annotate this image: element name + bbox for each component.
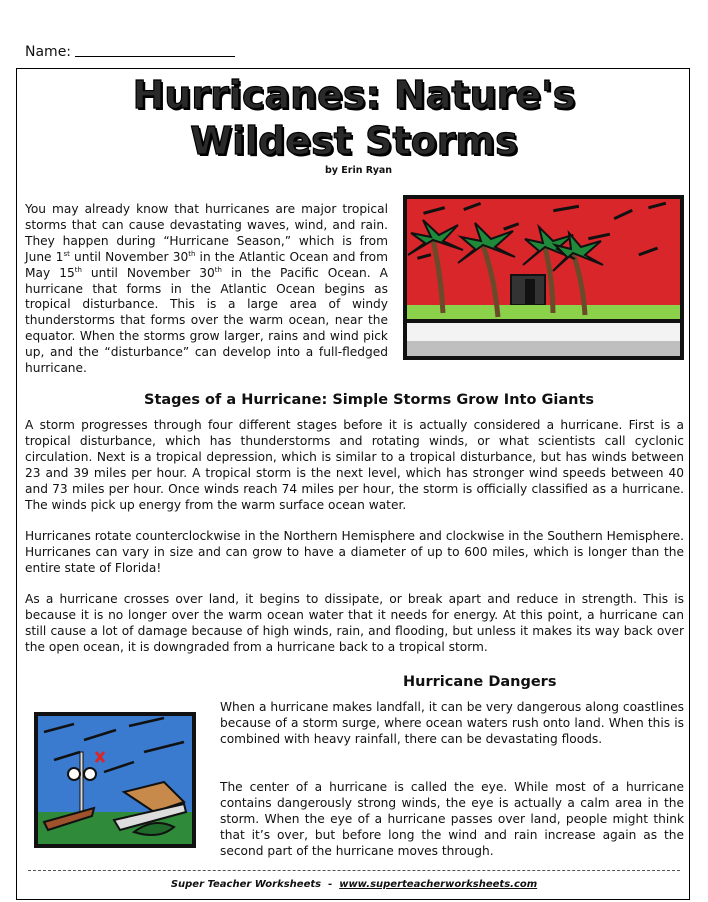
title-line-1: Hurricanes: Nature's [132,73,576,117]
intro-text-3: in the Atlantic Ocean and from May 15 [25,249,389,280]
stages-paragraph-3: As a hurricane crosses over land, it begins to dissipate, or break apart and reduce in strength. This is because it is no longer over the warm ocean water that it needs for energy. At this point, a hurricane can still cause a lot of damage because of high winds, rain, and flooding, but unless it makes its way back over the open ocean, it is downgraded from a hurricane back to a tropical storm. [25,592,684,654]
ordinal-suffix: th [214,265,222,274]
dangers-paragraph-1: When a hurricane makes landfall, it can be very dangerous along coastlines because of a storm surge, where ocean waters rush onto land. When this is combined with heavy rainfall, there can be devastating floods. [220,700,684,746]
footer-divider [28,870,680,871]
ordinal-suffix: th [188,249,196,258]
section-heading-stages: Stages of a Hurricane: Simple Storms Grow Into Giants [144,392,595,408]
name-blank-line [75,44,235,57]
intro-text-1: You may already know that hurricanes are major tropical storms that can cause devastating waves, wind, and rain. They happen during “Hurricane Season,” which is from June 1 [25,202,388,264]
name-field [25,44,235,60]
footer-separator: - [328,879,333,890]
dangers-paragraph-2: The center of a hurricane is called the eye. While most of a hurricane contains dangerously strong winds, the eye is actually a calm area in the storm. When the eye of a hurricane passes over land, people might think that it’s over, but before long the wind and rain increase again as the second part of the hurricane moves through. [220,780,684,858]
footer-url-link[interactable]: www.superteacherworksheets.com [339,879,538,890]
intro-text-4: until November 30 [81,265,215,280]
byline: by Erin Ryan [325,165,393,176]
footer-brand: Super Teacher Worksheets [170,879,322,890]
intro-text-2: until November 30 [69,249,189,264]
stages-paragraph-1: A storm progresses through four different stages before it is actually considered a hurricane. First is a tropical disturbance, which has thunderstorms and rotating winds, or what scientists call cyclonic circulation. Next is a tropical depression, which is similar to a tropical disturbance, but has winds between 23 and 39 miles per hour. A tropical storm is the next level, which has stronger wind speeds between 40 and 73 miles per hour. Once winds reach 74 miles per hour, the storm is officially classified as a hurricane. The winds pick up energy from the warm surface ocean water. [25,418,684,512]
title-line-2: Wildest Storms [190,119,518,163]
name-label: Name: [25,44,72,60]
palm-trees-storm-illustration [403,195,684,360]
storm-damage-illustration [34,712,196,848]
intro-text-5: in the Pacific Ocean. A hurricane that forms in the Atlantic Ocean begins as tropical disturbance. This is a large area of windy thunderstorms that forms over the warm ocean, near the equator. When the storms grow larger, rains and wind pick up, and the “disturbance” can develop into a full-fledged hurricane. [25,265,388,376]
stages-paragraph-2: Hurricanes rotate counterclockwise in the Northern Hemisphere and clockwise in the Southern Hemisphere. Hurricanes can vary in size and can grow to have a diameter of up to 600 miles, which is longer than the entire state of Florida! [25,529,684,575]
section-heading-dangers: Hurricane Dangers [403,674,557,690]
ordinal-suffix: th [74,265,82,274]
page-title [0,72,708,164]
intro-paragraph [25,202,388,377]
ordinal-suffix: st [63,249,70,258]
footer [0,879,708,890]
